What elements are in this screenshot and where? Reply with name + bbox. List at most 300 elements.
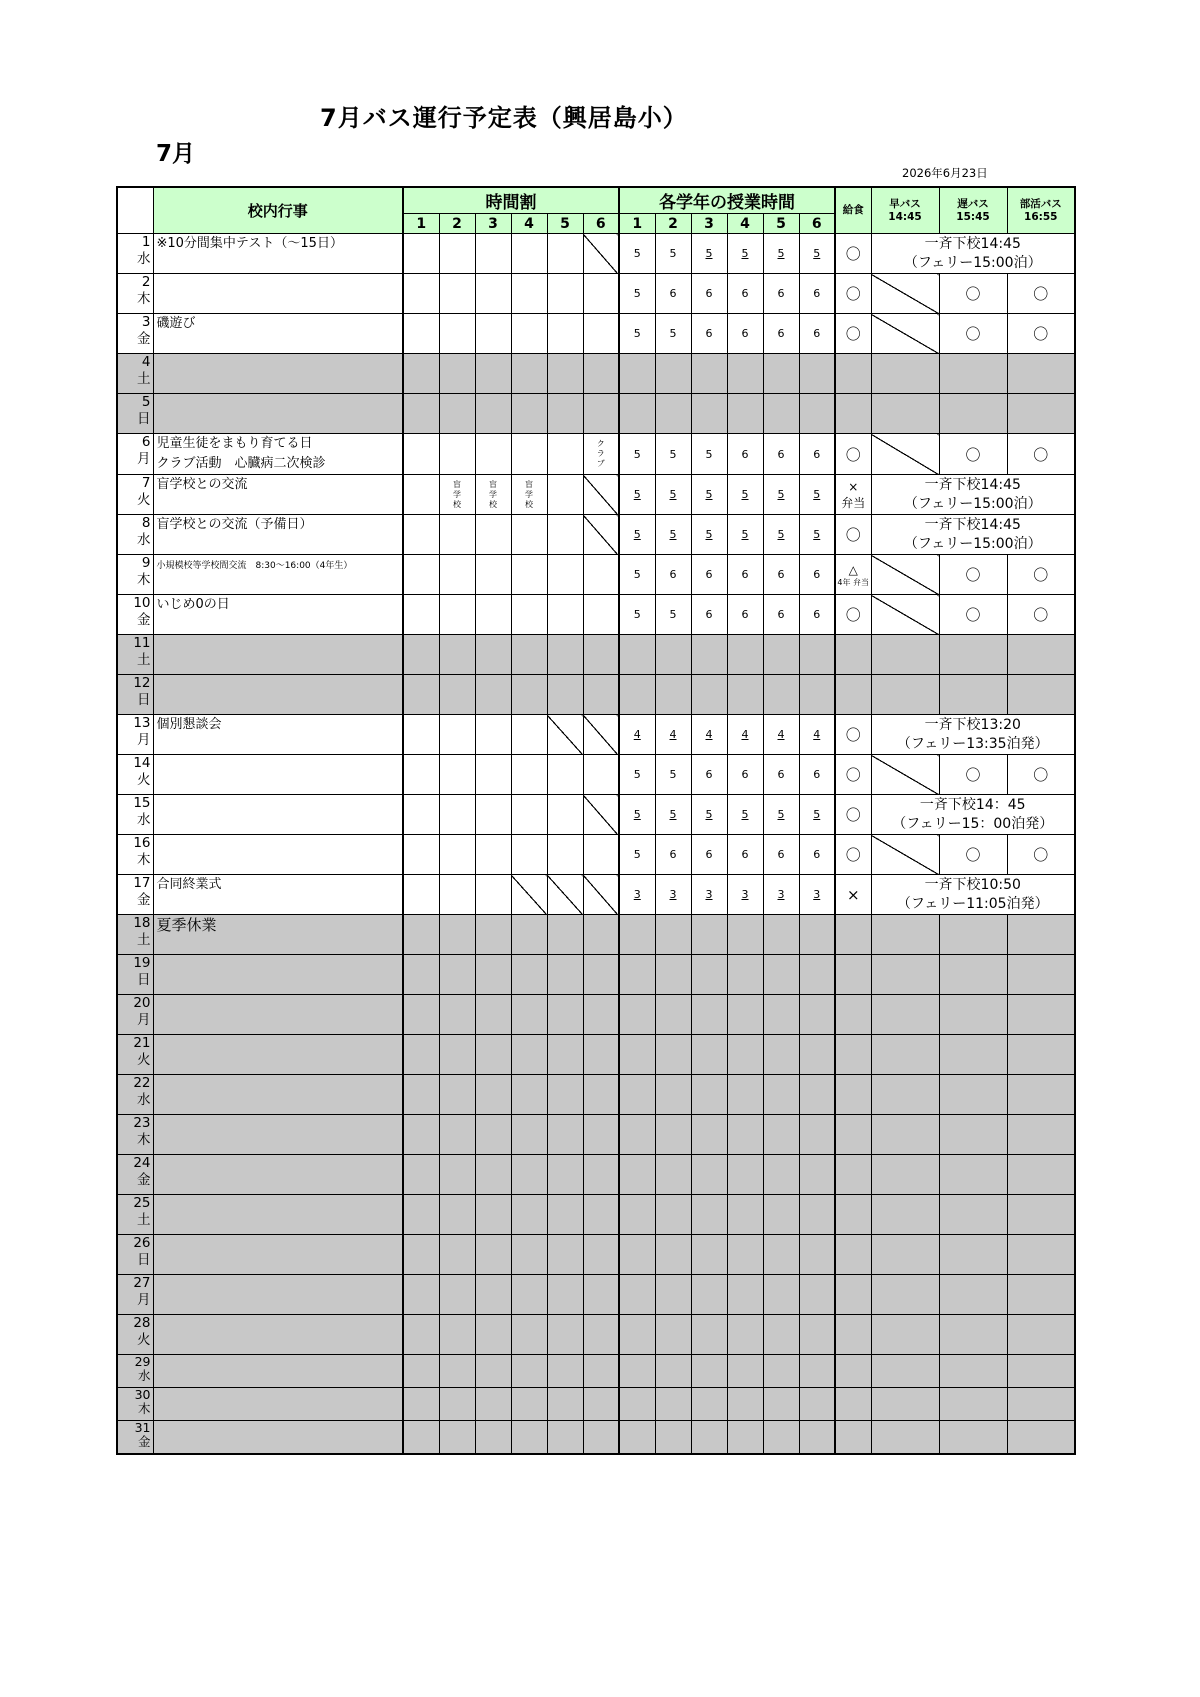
event-text: 磯遊び [156,316,196,331]
timetable-cell [403,1388,439,1421]
grade-hours-cell: 5 [619,595,655,635]
timetable-cell [439,1388,475,1421]
event-cell [153,314,403,354]
grade-hours-cell [799,1235,835,1275]
grade-hours-cell: 5 [727,795,763,835]
grade-hours-cell [763,1388,799,1421]
grade-hours-cell [619,995,655,1035]
timetable-cell [475,1388,511,1421]
early-bus-cell [871,1035,939,1075]
grade-hours-cell [727,1075,763,1115]
early-bus-cell [871,1315,939,1355]
grade-hours-cell [655,1155,691,1195]
early-bus-cell [871,635,939,675]
weekday: 木 [137,572,151,588]
grade-hours-cell: 4 [655,715,691,755]
timetable-cell [403,1355,439,1388]
timetable-cell [475,1155,511,1195]
lunch-cell [835,635,871,675]
grade-hours-cell: 3 [619,875,655,915]
early-bus-cell [871,1195,939,1235]
grade-hours-cell [655,1421,691,1454]
dismissal-note [871,475,1075,515]
early-bus-time: 14:45 [888,210,922,223]
lunch-mark: 〇 [845,806,861,824]
timetable-cell [583,1035,619,1075]
grade-hours-cell [763,1275,799,1315]
weekday: 土 [137,1212,151,1228]
grade-hours-cell [619,1315,655,1355]
grade-hours-cell [727,1275,763,1315]
grade-hours-cell: 5 [691,795,727,835]
grade-hours-cell [763,1035,799,1075]
timetable-cell [475,1075,511,1115]
grade-hours-cell: 4 [691,715,727,755]
lunch-note: 弁当 [841,495,866,510]
grade-hours-cell [655,1115,691,1155]
timetable-note-char: ラ [596,449,605,458]
timetable-cell [475,475,511,515]
table-row [117,635,1075,675]
grade-hours-cell: 3 [763,875,799,915]
grade-hours-cell [799,1035,835,1075]
early-bus-cell [871,1075,939,1115]
grade-hours-cell: 5 [619,755,655,795]
grade-hours-cell: 5 [763,795,799,835]
club-bus-cell [1007,1075,1075,1115]
grade-hours-cell: 5 [727,475,763,515]
dismissal-line: 一斉下校14:45 [924,516,1021,533]
ferry-line: （フェリー13:35泊発） [896,735,1049,752]
grade-hours-cell [727,1388,763,1421]
grade-hours-cell: 6 [799,755,835,795]
ferry-line: （フェリー11:05泊発） [896,895,1049,912]
header-timetable: 時間割 [403,187,619,214]
grade-hours-cell: 5 [799,515,835,555]
timetable-cell [511,1388,547,1421]
timetable-cell [439,274,475,314]
lunch-cell [835,354,871,394]
timetable-cell [475,234,511,274]
timetable-cell [511,1275,547,1315]
timetable-cell [583,795,619,835]
lunch-mark: 〇 [845,606,861,624]
grade-hours-cell: 5 [763,515,799,555]
lunch-mark: 〇 [845,726,861,744]
timetable-cell [547,394,583,434]
day-number: 30 [134,1387,151,1402]
early-bus-cell [871,595,939,635]
timetable-cell [547,475,583,515]
grade-hours-cell: 6 [763,555,799,595]
event-cell [153,1115,403,1155]
grade-hours-cell: 5 [727,515,763,555]
club-bus-cell [1007,1421,1075,1454]
timetable-note-char: 校 [525,499,533,509]
dismissal-line: 一斉下校13:20 [924,716,1021,733]
lunch-mark: △ [848,563,858,577]
grade-hours-cell [799,1075,835,1115]
timetable-cell [547,1035,583,1075]
day-number: 6 [141,434,151,450]
timetable-note-char: 盲 [453,479,461,489]
timetable-cell [583,1388,619,1421]
lunch-cell [835,434,871,475]
timetable-cell [511,1195,547,1235]
grade-hours-cell: 5 [727,234,763,274]
timetable-cell [439,715,475,755]
timetable-cell [511,995,547,1035]
lunch-mark: 〇 [845,445,861,464]
timetable-cell [439,915,475,955]
day-number: 19 [133,955,151,971]
event-cell [153,434,403,475]
grade-hours-cell: 4 [799,715,835,755]
table-row [117,1275,1075,1315]
event-cell [153,1035,403,1075]
grade-hours-cell: 6 [799,835,835,875]
timetable-cell [475,354,511,394]
weekday: 金 [137,1172,151,1188]
event-text: 個別懇談会 [156,717,222,732]
event-cell [153,234,403,274]
grade-hours-cell [655,995,691,1035]
timetable-cell [547,1195,583,1235]
timetable-cell [547,635,583,675]
schedule-table [116,186,1076,1455]
day-number: 21 [133,1035,151,1051]
timetable-cell [583,555,619,595]
day-cell [117,955,153,995]
grade-hours-cell: 6 [763,434,799,475]
timetable-cell [583,394,619,434]
weekday: 水 [137,251,151,267]
timetable-cell [547,1155,583,1195]
lunch-cell [835,795,871,835]
weekday: 金 [137,612,151,628]
table-row [117,1315,1075,1355]
dismissal-line: 一斉下校14:45 [924,235,1021,252]
event-cell [153,835,403,875]
timetable-cell [511,515,547,555]
grade-header-4: 4 [727,214,763,234]
lunch-mark: × [848,479,859,494]
grade-hours-cell [619,1235,655,1275]
club-bus-cell: 〇 [1007,434,1075,475]
table-row [117,434,1075,475]
timetable-cell [475,1355,511,1388]
timetable-cell [547,995,583,1035]
timetable-cell [439,515,475,555]
event-cell [153,354,403,394]
grade-hours-cell: 6 [763,835,799,875]
timetable-cell [547,314,583,354]
grade-hours-cell: 6 [799,314,835,354]
timetable-cell [439,835,475,875]
grade-hours-cell [619,354,655,394]
timetable-cell [511,875,547,915]
table-row [117,1235,1075,1275]
table-row [117,1195,1075,1235]
timetable-cell [511,595,547,635]
timetable-cell [547,875,583,915]
timetable-cell [475,515,511,555]
timetable-cell [475,995,511,1035]
timetable-cell [583,915,619,955]
grade-hours-cell: 5 [655,314,691,354]
timetable-cell [547,1315,583,1355]
lunch-note: 4年 弁当 [837,578,870,587]
early-bus-label: 早バス [889,197,921,210]
grade-hours-cell [727,995,763,1035]
timetable-cell [511,475,547,515]
timetable-cell [583,595,619,635]
grade-hours-cell [763,1155,799,1195]
timetable-cell [583,314,619,354]
day-cell [117,1075,153,1115]
timetable-cell [547,274,583,314]
grade-hours-cell [727,1315,763,1355]
lunch-cell [835,995,871,1035]
timetable-cell [475,875,511,915]
lunch-cell [835,1195,871,1235]
timetable-note-char: ブ [596,459,605,468]
lunch-cell [835,1275,871,1315]
ferry-line: （フェリー15：00泊発） [892,815,1054,832]
day-cell [117,1235,153,1275]
late-bus-cell [939,915,1007,955]
grade-hours-cell [727,955,763,995]
early-bus-cell [871,915,939,955]
early-bus-cell [871,1155,939,1195]
day-number: 22 [133,1075,151,1091]
timetable-cell [439,234,475,274]
timetable-cell [475,394,511,434]
lunch-cell [835,1035,871,1075]
early-bus-cell [871,955,939,995]
day-cell [117,1315,153,1355]
timetable-cell [511,635,547,675]
timetable-cell [403,354,439,394]
lunch-cell [835,1315,871,1355]
timetable-cell [583,1355,619,1388]
grade-hours-cell: 6 [655,835,691,875]
table-row [117,234,1075,274]
grade-hours-cell: 5 [655,755,691,795]
period-header-2: 2 [439,214,475,234]
timetable-cell [583,354,619,394]
grade-hours-cell [763,995,799,1035]
grade-hours-cell [763,1421,799,1454]
grade-hours-cell: 6 [655,274,691,314]
timetable-cell [475,1275,511,1315]
grade-hours-cell: 6 [799,595,835,635]
late-bus-cell: 〇 [939,274,1007,314]
event-text: 小規模校等学校間交流 8:30～16:00（4年生） [156,561,353,571]
timetable-cell [511,1421,547,1454]
grade-hours-cell [763,394,799,434]
grade-hours-cell: 6 [691,595,727,635]
event-cell [153,1355,403,1388]
day-number: 23 [133,1115,151,1131]
timetable-cell [511,434,547,475]
grade-hours-cell: 3 [691,875,727,915]
weekday: 火 [137,492,151,508]
grade-hours-cell [799,915,835,955]
timetable-cell [547,715,583,755]
lunch-cell [835,394,871,434]
grade-hours-cell: 6 [727,274,763,314]
grade-hours-cell [799,354,835,394]
grade-hours-cell [619,1421,655,1454]
timetable-cell [475,915,511,955]
timetable-cell [439,314,475,354]
club-bus-cell [1007,354,1075,394]
early-bus-cell [871,1235,939,1275]
event-cell [153,1235,403,1275]
event-cell [153,1315,403,1355]
table-row [117,1388,1075,1421]
grade-hours-cell: 6 [691,274,727,314]
day-number: 28 [133,1315,151,1331]
grade-hours-cell: 5 [619,555,655,595]
grade-hours-cell [691,1155,727,1195]
event-cell [153,1075,403,1115]
grade-hours-cell: 5 [619,234,655,274]
lunch-cell [835,755,871,795]
timetable-cell [511,354,547,394]
day-number: 24 [133,1155,151,1171]
timetable-cell [439,1115,475,1155]
grade-hours-cell [727,354,763,394]
dismissal-line: 一斉下校14：45 [919,796,1026,813]
period-header-3: 3 [475,214,511,234]
grade-hours-cell [799,1315,835,1355]
timetable-cell [439,995,475,1035]
grade-hours-cell [619,394,655,434]
grade-hours-cell: 5 [619,475,655,515]
lunch-mark: 〇 [845,846,861,864]
grade-hours-cell [655,675,691,715]
grade-hours-cell [655,354,691,394]
timetable-note-char: 校 [453,499,461,509]
event-cell [153,795,403,835]
day-number: 5 [141,394,151,410]
grade-hours-cell [763,354,799,394]
grade-hours-cell [655,1035,691,1075]
timetable-cell [475,1035,511,1075]
timetable-cell [403,475,439,515]
day-number: 2 [141,274,151,290]
day-cell [117,274,153,314]
ferry-line: （フェリー15:00泊） [903,254,1042,271]
table-row [117,1075,1075,1115]
weekday: 水 [137,812,151,828]
event-cell [153,1275,403,1315]
lunch-cell [835,1235,871,1275]
club-bus-cell [1007,394,1075,434]
dismissal-line: 一斉下校14:45 [924,476,1021,493]
timetable-cell [403,675,439,715]
timetable-cell [583,434,619,475]
timetable-cell [475,1315,511,1355]
timetable-cell [511,1235,547,1275]
timetable-cell [439,1421,475,1454]
late-bus-cell [939,675,1007,715]
lunch-cell [835,1388,871,1421]
day-cell [117,835,153,875]
grade-hours-cell [655,635,691,675]
header-corner [117,187,153,234]
club-bus-cell [1007,1315,1075,1355]
timetable-cell [475,555,511,595]
grade-hours-cell [619,1275,655,1315]
grade-hours-cell: 5 [691,515,727,555]
grade-header-2: 2 [655,214,691,234]
dismissal-note [871,234,1075,274]
table-row [117,955,1075,995]
grade-hours-cell [799,1421,835,1454]
grade-hours-cell: 6 [727,555,763,595]
timetable-cell [439,755,475,795]
timetable-cell [583,1195,619,1235]
timetable-cell [547,1275,583,1315]
day-number: 27 [133,1275,151,1291]
timetable-cell [475,1115,511,1155]
grade-hours-cell [727,1115,763,1155]
club-bus-cell: 〇 [1007,314,1075,354]
grade-hours-cell: 4 [727,715,763,755]
day-number: 17 [133,875,151,891]
timetable-cell [583,835,619,875]
day-number: 26 [133,1235,151,1251]
grade-hours-cell: 4 [763,715,799,755]
timetable-cell [439,1155,475,1195]
grade-hours-cell: 5 [619,515,655,555]
grade-hours-cell [655,1275,691,1315]
lunch-cell [835,1355,871,1388]
timetable-cell [511,274,547,314]
club-bus-cell [1007,635,1075,675]
day-number: 4 [141,354,151,370]
weekday: 水 [137,532,151,548]
timetable-cell [475,755,511,795]
weekday: 土 [137,371,151,387]
timetable-cell [547,595,583,635]
timetable-cell [511,555,547,595]
timetable-cell [439,675,475,715]
grade-hours-cell: 5 [619,835,655,875]
grade-hours-cell: 5 [691,434,727,475]
day-number: 31 [134,1420,151,1435]
grade-hours-cell [727,1355,763,1388]
timetable-cell [475,595,511,635]
event-cell [153,1195,403,1235]
timetable-cell [583,1075,619,1115]
day-number: 3 [141,314,151,330]
grade-hours-cell [691,1115,727,1155]
lunch-cell [835,1421,871,1454]
timetable-cell [511,715,547,755]
late-bus-cell [939,394,1007,434]
day-number: 1 [141,234,151,250]
club-bus-cell [1007,955,1075,995]
grade-header-3: 3 [691,214,727,234]
day-cell [117,555,153,595]
timetable-cell [511,1155,547,1195]
grade-hours-cell [691,1235,727,1275]
timetable-cell [547,555,583,595]
